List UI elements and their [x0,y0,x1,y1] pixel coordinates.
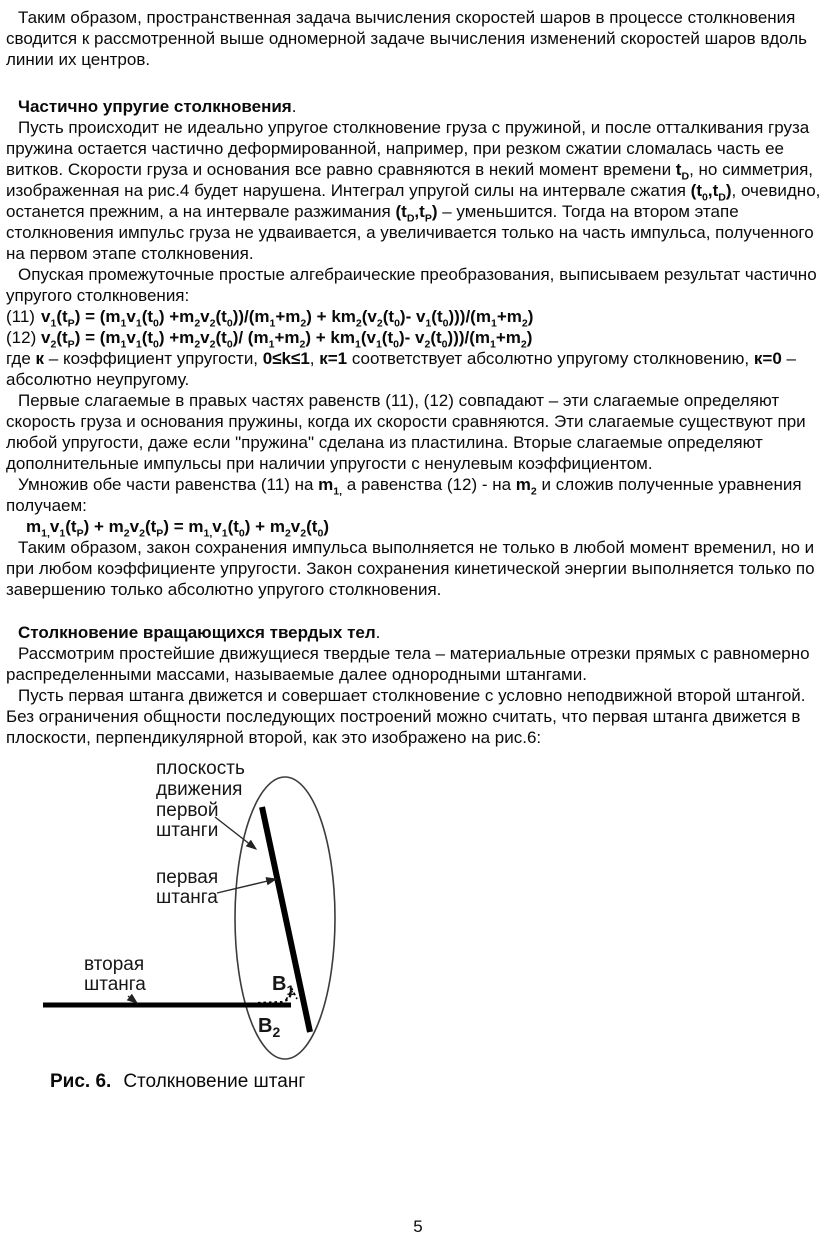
figure-6-drawing [40,748,420,1068]
paragraph-intro: Таким образом, пространственная задача вычисления скоростей шаров в процессе столкновения сводится к рассмотренной выше одномерной задаче вычисления изменений скоростей шаров вдоль линии их центров. [6,8,808,69]
plane-label-line-1: плоскость [156,758,245,779]
second-rod-label-arrow-icon [128,996,137,1003]
page-number: 5 [413,1217,423,1236]
paragraph-partially-elastic: Пусть происходит не идеально упругое столкновение груза с пружиной, и после отталкивания груза пружина остается частично деформированной, например, при резком сжатии сломалась часть ее витков. Скорости груза и основания все равно сравняются в некий момент времени $t_D$, но симметрия, изображенная на рис.4 будет нарушена. Интеграл упругой силы на интервале сжатия $(t_0,t_D)$, очевидно, останется прежним, а на интервале разжимания $(t_D,t_P)$ – уменьшится. Тогда на втором этапе столкновения импульс груза не удваивается, а увеличивается только на часть импульса, полученного на первом этапе столкновения. [6,118,821,263]
plane-label-line-3: первой [156,800,219,821]
equation-momentum-formula: $m_{1,}v_1(t_P) + m_2v_2(t_P) = m_{1,}v_1(t_0) + m_2v_2(t_0)$ [26,517,329,540]
paragraph-omitting-transformations: Опуская промежуточные простые алгебраические преобразования, выписываем результат частично упругого столкновения: [6,265,817,305]
paragraph-elasticity-coefficient: где к – коэффициент упругости, 0≤k≤1, к=1 соответствует абсолютно упругому столкновению, к=0 – абсолютно неупругому. [6,349,796,389]
point-b1-label: $B_1$ [272,973,295,998]
plane-label-line-2: движения [156,779,243,800]
figure-6-caption [50,1070,828,1094]
plane-label-line-4: штанги [156,820,219,841]
paragraph-rod-motion: Пусть первая штанга движется и совершает столкновение с условно неподвижной второй штангой. Без ограничения общности последующих построений можно считать, что первая штанга движется в плоскости, перпендикулярной второй, как это изображено на рис.6: [6,686,806,747]
equation-momentum [26,516,828,540]
equation-11-formula: $v_1(t_P) = (m_1v_1(t_0) +m_2v_2(t_0))/(m_1+m_2) + km_2(v_2(t_0)-$ $v_1(t_0)))/(m_1+m_2)$ [41,307,534,330]
paragraph-multiply-equations: Умножив обе части равенства (11) на $m_{1,}$ а равенства (12) - на $m_2$ и сложив полученные уравнения получаем: [6,475,802,515]
section-heading-partially-elastic: Частично упругие столкновения. [18,97,297,116]
equation-12 [6,327,828,351]
equation-11-number: (11) [6,307,35,326]
first-rod-line [262,807,310,1032]
second-rod-label-line-1: вторая [84,954,145,975]
plane-label-arrow-icon [215,817,256,849]
paragraph-first-terms: Первые слагаемые в правых частях равенств (11), (12) совпадают – эти слагаемые определяют скорость груза и основания пружины, когда их скорости сравняются. Эти слагаемые существуют при любой упругости, даже если "пружина" сделана из пластилина. Вторые слагаемые определяют дополнительные импульсы при наличии упругости с ненулевым коэффициентом. [6,391,806,473]
second-rod-label-line-2: штанга [84,974,146,995]
figure-6 [40,748,420,1068]
first-rod-label-arrow-icon [217,879,276,893]
point-b2-label: $B_2$ [258,1015,281,1040]
section-heading-rotating-bodies: Столкновение вращающихся твердых тел. [18,623,381,642]
equation-12-formula: $v_2(t_P) = (m_1v_1(t_0) +m_2v_2(t_0)/$ $(m_1+m_2) + km_1(v_1(t_0)-$ $v_2(t_0)))/(m_1+m_2)$ [41,328,533,351]
first-rod-label-line-1: первая [156,867,219,888]
paragraph-momentum-conservation: Таким образом, закон сохранения импульса выполняется не только в любой момент временил, но и при любом коэффициенте упругости. Закон сохранения кинетической энергии выполняется только по завершению только абсолютно упругого столкновения. [6,538,815,599]
figure-6-caption-text: Столкновение штанг [123,1071,306,1092]
first-rod-label-line-2: штанга [156,887,218,908]
figure-6-caption-label: Рис. 6. [50,1071,112,1092]
equation-12-number: (12) [6,328,37,347]
paragraph-rods-intro: Рассмотрим простейшие движущиеся твердые тела – материальные отрезки прямых с равномерно распределенными массами, называемые далее однородными штангами. [6,644,810,684]
equation-11 [6,306,828,330]
